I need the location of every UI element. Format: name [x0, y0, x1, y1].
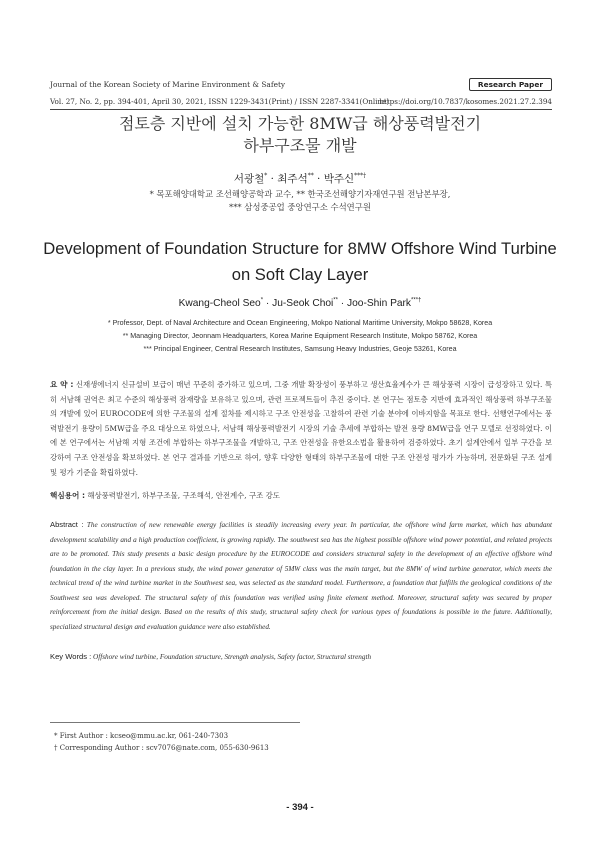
english-abstract-text: The construction of new renewable energy facilities is steadily increasing every year. In particular, the offshore wind farm market, which has abundant development scalability and a high production coefficient, is growing rapidly. The southwest sea has the highest possible offshore wind power potential, and related projects are to be promoted. This study presents a basic design procedure by the EUROCODE and considers structural safety in the development of an effective offshore wind foundation in the clay layer. In a previous study, the wind power generator of 5MW class was the main target, but the 8MW of wind turbine generator, which meets the technical trend of the wind turbine market in the Southwest sea, was selected as the standard model. Furthermore, a foundation that fulfills the geological conditions of the Southwest sea was developed. The structural safety of this foundation was verified using finite element method. Moreover, structural safety was secured by proper reinforcement from the initial design. Based on the results of this study, structural safety check for various types of foundations is possible in the future. Additionally, specialized structural design and evaluation guidance were also established.: [50, 521, 553, 631]
english-author-1-mark: *: [260, 297, 264, 304]
korean-abstract-label: 요 약 :: [50, 380, 74, 389]
korean-author-1: 서광철: [233, 173, 265, 185]
english-author-3-mark: ***†: [411, 297, 422, 304]
english-author-3: Joo-Shin Park: [347, 298, 412, 309]
korean-author-2: 최주석: [277, 173, 308, 185]
korean-affiliation-2: *** 삼성중공업 중앙연구소 수석연구원: [229, 202, 371, 212]
footnote-rule: [50, 722, 300, 723]
english-abstract: [50, 518, 552, 634]
korean-keywords-text: 해상풍력발전기, 하부구조물, 구조해석, 안전계수, 구조 강도: [87, 491, 280, 500]
korean-author-3-mark: ***†: [354, 172, 367, 180]
english-title: [0, 236, 600, 288]
korean-title-line2: 하부구조물 개발: [243, 136, 357, 155]
article-type-badge: Research Paper: [469, 78, 552, 91]
korean-affiliation-1: * 목포해양대학교 조선해양공학과 교수, ** 한국조선해양기자재연구원 전남본부장,: [149, 189, 451, 199]
author-separator: ·: [313, 173, 324, 185]
volume-info: Vol. 27, No. 2, pp. 394-401, April 30, 2021, ISSN 1229-3431(Print) / ISSN 2287-3341(Online): [50, 97, 390, 106]
journal-name: Journal of the Korean Society of Marine Environment & Safety: [50, 80, 286, 89]
author-separator: ·: [263, 298, 273, 309]
korean-keywords-label: 핵심용어 :: [50, 491, 86, 500]
korean-author-1-mark: *: [264, 172, 268, 180]
english-author-2: Ju-Seok Choi: [272, 298, 334, 309]
korean-title-line1: 점토층 지반에 설치 가능한 8MW급 해상풍력발전기: [118, 114, 482, 133]
korean-affiliations: [0, 188, 600, 214]
english-author-2-mark: **: [333, 297, 338, 304]
korean-abstract-text: 신재생에너지 신규설비 보급이 매년 꾸준히 증가하고 있으며, 그중 개발 확장성이 풍부하고 생산효율계수가 큰 해상풍력 시장이 급성장하고 있다. 특히 서남해 권역은 최고 수준의 해상풍력 잠재량을 보유하고 있으며, 관련 프로젝트들이 추진 중이다. 본 연구는 점토층 지반에 효과적인 해상풍력 하부구조물의 개발에 있어 EUROCODE에 의한 구조물의 설계 절차를 제시하고 구조 안전성을 고찰하여 관련 기술 분야에 이바지함을 목표로 한다. 선행연구에서는 풍력발전기 용량이 5MW급을 주요 대상으로 하였으나, 서남해 해상풍력발전기 시장의 기술 추세에 부합하는 발전 용량 8MW급을 연구 모델로 선정하였다. 이에 본 연구에서는 서남해 지형 조건에 부합하는 하부구조물을 개발하고, 구조 안전성을 유한요소법을 활용하여 검증하였다. 초기 설계안에서 일부 구간을 보강하여 구조 안전성을 확보하였다. 본 연구 결과를 기반으로 하여, 향후 다양한 형태의 하부구조물에 대한 구조 안전성 평가가 가능하며, 전문화된 구조 설계 및 평가 기준을 확립하였다.: [50, 380, 552, 477]
english-keywords-label: Key Words :: [50, 652, 92, 661]
author-separator: ·: [267, 173, 278, 185]
korean-abstract: [50, 378, 552, 480]
english-title-line1: Development of Foundation Structure for 8MW Offshore Wind Turbine: [43, 239, 557, 258]
korean-keywords: [50, 490, 280, 501]
page-number: - 394 -: [286, 802, 314, 813]
header-rule: [50, 109, 552, 110]
korean-authors: [0, 171, 600, 186]
english-affiliation-2: ** Managing Director, Jeonnam Headquarters, Korea Marine Equipment Research Institute, Mokpo 58762, Korea: [122, 332, 478, 340]
english-title-line2: on Soft Clay Layer: [231, 265, 369, 284]
english-authors: [0, 298, 600, 309]
english-keywords-text: Offshore wind turbine, Foundation structure, Strength analysis, Safety factor, Structural strength: [93, 653, 372, 661]
korean-author-3: 박주신: [323, 173, 355, 185]
footnote-corresponding-author: † Corresponding Author : scv7076@nate.com, 055-630-9613: [54, 744, 269, 752]
doi-link[interactable]: https://doi.org/10.7837/kosomes.2021.27.2.394: [379, 97, 552, 106]
korean-author-2-mark: **: [307, 172, 314, 180]
english-affiliation-3: *** Principal Engineer, Central Research Institutes, Samsung Heavy Industries, Geoje 53261, Korea: [143, 345, 457, 353]
english-affiliation-1: * Professor, Dept. of Naval Architecture and Ocean Engineering, Mokpo National Maritime University, Mokpo 58628, Korea: [107, 319, 493, 327]
author-separator: ·: [337, 298, 348, 309]
english-affiliations: [0, 317, 600, 356]
english-keywords: [50, 652, 371, 661]
footnote-first-author: * First Author : kcseo@mmu.ac.kr, 061-240-7303: [54, 732, 229, 740]
english-author-1: Kwang-Cheol Seo: [178, 298, 261, 309]
english-abstract-label: Abstract :: [50, 520, 84, 529]
